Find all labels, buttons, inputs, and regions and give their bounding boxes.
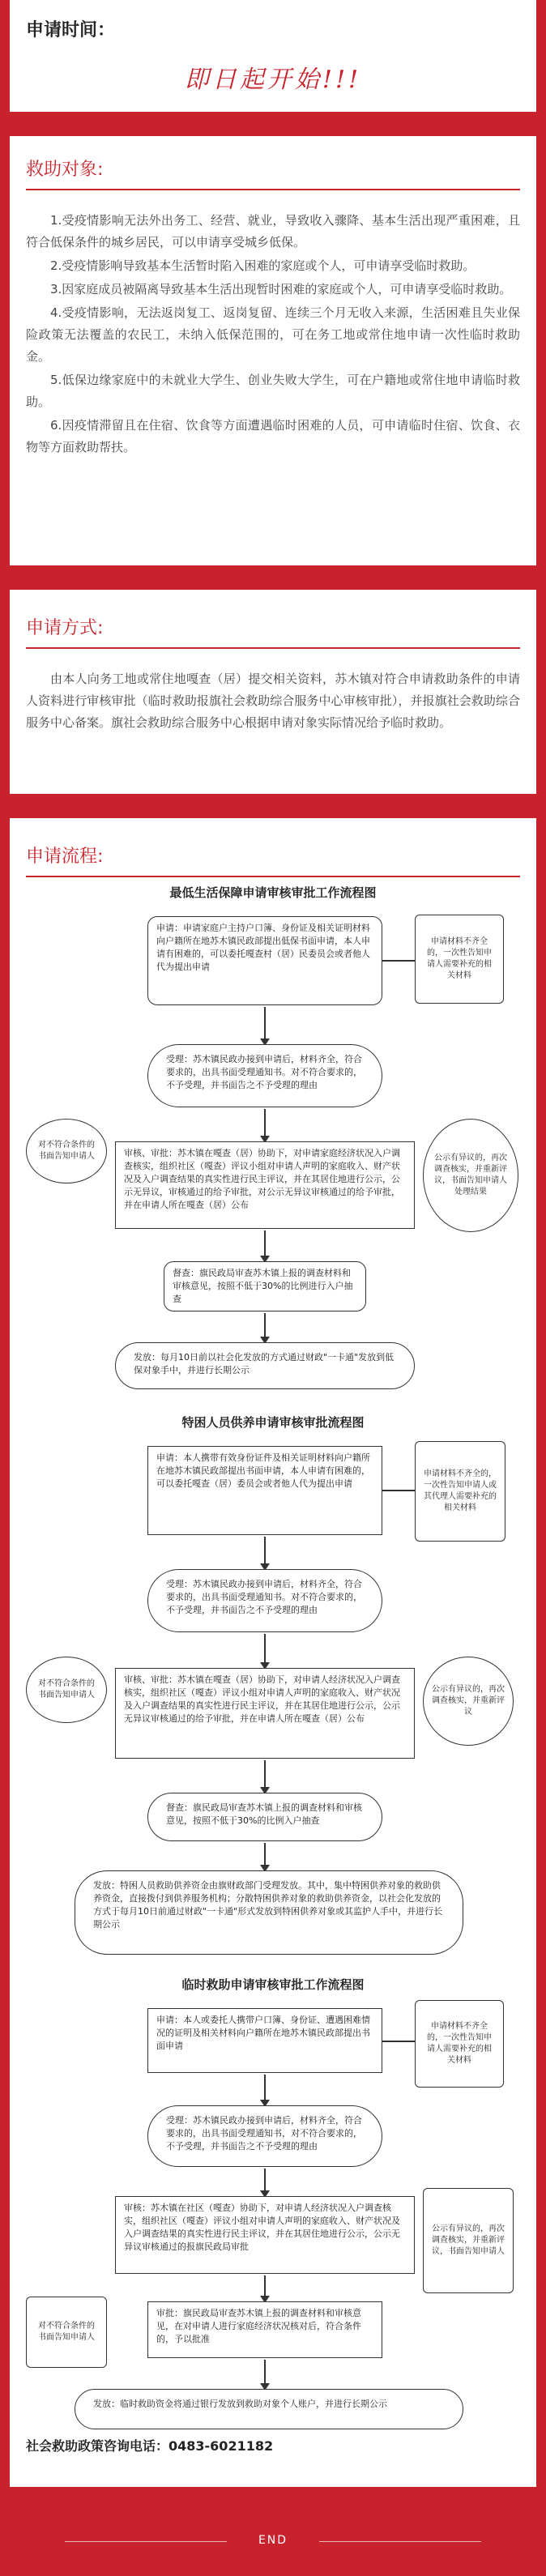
assistance-targets-card xyxy=(10,136,536,565)
flow-step-apply: 申请：申请家庭户主持户口簿、身份证及相关证明材料向户籍所在地苏木镇民政部提出低保书面申请，本人申请有困难的，可以委托嘎查村（居）民委员会或者他人代为提出申请 xyxy=(147,916,382,1005)
flow-arrow xyxy=(264,1537,266,1564)
flow-step-supervise: 督查：旗民政局审查苏木镇上报的调查材料和审核意见，按照不低于30%的比例入户抽查 xyxy=(147,1793,382,1841)
flowchart-min-living xyxy=(26,884,520,1402)
side-note-incomplete: 申请材料不齐全的，一次性告知申请人需要补充的相关材料 xyxy=(415,2000,504,2088)
end-marker: END xyxy=(0,2534,546,2547)
flow-step-apply: 申请：本人或委托人携带户口簿、身份证、遭遇困难情况的证明及相关材料向户籍所在地苏木镇民政部提出书面申请 xyxy=(147,2008,382,2073)
application-method-card xyxy=(10,590,536,794)
title-divider xyxy=(26,647,520,649)
side-note-incomplete: 申请材料不齐全的，一次性告知申请人或其代理人需要补充的相关材料 xyxy=(415,1441,505,1542)
application-flow-card xyxy=(10,818,536,2487)
flowchart-temporary-aid xyxy=(26,1976,520,2470)
application-flow-title: 申请流程: xyxy=(26,847,104,867)
flow-arrow xyxy=(264,1007,266,1039)
target-item: 5.低保边缘家庭中的未就业大学生、创业失败大学生，可在户籍地或常住地申请临时救助。 xyxy=(26,373,520,409)
flow-arrow xyxy=(264,2360,266,2384)
flow-arrow xyxy=(264,1109,266,1137)
flow-step-grant: 发放：特困人员救助供养资金由旗财政部门受理发放。其中，集中特困供养对象的救助供养资金，直接拨付到供养服务机构；分散特困供养对象的救助供养资金，以社会化发放的方式于每月10日前通过财政"一卡通"形式发放到特困供养对象或其监护人手中，并进行长期公示 xyxy=(75,1870,463,1955)
flow-step-grant: 发放：临时救助资金将通过银行发放到救助对象个人账户，并进行长期公示 xyxy=(75,2389,463,2429)
side-note-objection: 公示有异议的，再次调查核实，并重新评议 xyxy=(423,1657,514,1746)
application-time-label: 申请时间： xyxy=(26,20,116,41)
side-note-rejected: 对不符合条件的书面告知申请人 xyxy=(26,1657,107,1723)
flowchart-title: 特困人员供养申请审核审批流程图 xyxy=(181,1415,365,1430)
flowchart-title: 临时救助申请审核审批工作流程图 xyxy=(181,1977,365,1992)
target-item: 3.因家庭成员被隔离导致基本生活出现暂时困难的家庭或个人，可申请享受临时救助。 xyxy=(50,282,512,296)
flow-step-supervise: 督查：旗民政局审查苏木镇上报的调查材料和审核意见，按照不低于30%的比例进行入户抽查 xyxy=(164,1261,366,1311)
flow-step-accept: 受理：苏木镇民政办接到申请后，材料齐全，符合要求的，出具书面受理通知书。对不符合要求的，不予受理，并书面告之不予受理的理由 xyxy=(147,1569,382,1632)
flow-arrow xyxy=(264,2275,266,2297)
flow-arrow xyxy=(264,1313,266,1337)
target-item: 6.因疫情滞留且在住宿、饮食等方面遭遇临时困难的人员，可申请临时住宿、饮食、衣物等方面救助帮扶。 xyxy=(26,418,520,454)
side-note-rejected: 对不符合条件的书面告知申请人 xyxy=(26,2297,107,2368)
start-slogan: 即日起开始!!! xyxy=(184,66,362,94)
flow-step-review: 审核、审批：苏木镇在嘎查（居）协助下，对申请家庭经济状况入户调查核实，组织社区（嘎查）评议小组对申请人声明的家庭收入、财产状况及入户调查结果的真实性进行民主评议，并在其居住地进行公示，公示无异议，审核通过的给予审批，对公示无异议审核通过的给予审批，并在申请人所在嘎查（居）公布 xyxy=(115,1141,415,1229)
flow-step-apply: 申请：本人携带有效身份证件及相关证明材料向户籍所在地苏木镇民政部提出书面申请，本人申请有困难的，可以委托嘎查（居）委员会或者他人代为提出申请 xyxy=(147,1446,382,1535)
flow-arrow xyxy=(264,2169,266,2191)
connector xyxy=(382,960,415,962)
application-time-card xyxy=(10,0,536,112)
flow-step-accept: 受理：苏木镇民政办接到申请后，材料齐全，符合要求的，出具书面受理通知书。对不符合要求的，不予受理，并书面告之不予受理的理由 xyxy=(147,1044,382,1107)
side-note-objection: 公示有异议的，再次调查核实，并重新评议，书面告知申请人 xyxy=(423,2188,514,2293)
target-item: 1.受疫情影响无法外出务工、经营、就业，导致收入骤降、基本生活出现严重困难，且符合低保条件的城乡居民，可以申请享受城乡低保。 xyxy=(26,213,520,249)
target-item: 4.受疫情影响，无法返岗复工、返岗复留、连续三个月无收入来源，生活困难且失业保险政策无法覆盖的农民工，未纳入低保范围的，可在务工地或常住地申请一次性临时救助金。 xyxy=(26,305,520,364)
flowchart-extreme-poverty xyxy=(26,1414,520,1964)
flow-arrow xyxy=(264,1843,266,1866)
flow-arrow xyxy=(264,2075,266,2100)
flow-step-review: 审核、审批：苏木镇在嘎查（居）协助下，对申请人经济状况入户调查核实，组织社区（嘎查）评议小组对申请人声明的家庭收入、财产状况及入户调查结果的真实性进行民主评议，并在其居住地进行公示，公示无异议审核通过的给予审批，并在申请人所在嘎查（居）公布 xyxy=(115,1668,415,1759)
flowchart-title: 最低生活保障申请审核审批工作流程图 xyxy=(169,885,377,900)
flow-arrow xyxy=(264,1634,266,1663)
connector xyxy=(382,2041,415,2042)
flow-step-review: 审核：苏木镇在社区（嘎查）协助下，对申请人经济状况入户调查核实，组织社区（嘎查）评议小组对申请人声明的家庭收入、财产状况及入户调查结果的真实性进行民主评议，并在其居住地进行公示，公示无异议审核通过的报旗民政局审批 xyxy=(115,2196,415,2274)
application-method-title: 申请方式: xyxy=(26,618,104,638)
connector xyxy=(382,1490,415,1491)
assistance-targets-title: 救助对象: xyxy=(26,160,104,180)
target-item: 2.受疫情影响导致基本生活暂时陷入困难的家庭或个人，可申请享受临时救助。 xyxy=(50,258,476,273)
side-note-objection: 公示有异议的，再次调查核实，并重新评议，书面告知申请人处理结果 xyxy=(423,1119,518,1232)
title-divider xyxy=(26,189,520,190)
flow-step-accept: 受理：苏木镇民政办接到申请后，材料齐全，符合要求的，出具书面受理通知书，对不符合要求的，不予受理，并书面告之不予受理的理由 xyxy=(147,2105,382,2167)
side-note-rejected: 对不符合条件的书面告知申请人 xyxy=(26,1119,107,1184)
flow-arrow xyxy=(264,1760,266,1788)
title-divider xyxy=(26,876,520,877)
flow-arrow xyxy=(264,1230,266,1256)
flow-step-grant: 发放：每月10日前以社会化发放的方式通过财政"一卡通"发放到低保对象手中，并进行长期公示 xyxy=(115,1342,415,1389)
application-method-text: 由本人向务工地或常住地嘎查（居）提交相关资料，苏木镇对符合申请救助条件的申请人资料进行审核审批（临时救助报旗社会救助综合服务中心审核审批），并报旗社会救助综合服务中心备案。旗社会救助综合服务中心根据申请对象实际情况给予临时救助。 xyxy=(26,672,520,730)
side-note-incomplete: 申请材料不齐全的，一次性告知申请人需要补充的相关材料 xyxy=(415,915,504,1004)
hotline-text: 社会救助政策咨询电话：0483-6021182 xyxy=(26,2438,274,2454)
flow-step-approve: 审批：旗民政局审查苏木镇上报的调查材料和审核意见，在对申请人进行家庭经济状况核对后，符合条件的，予以批准 xyxy=(147,2301,382,2358)
